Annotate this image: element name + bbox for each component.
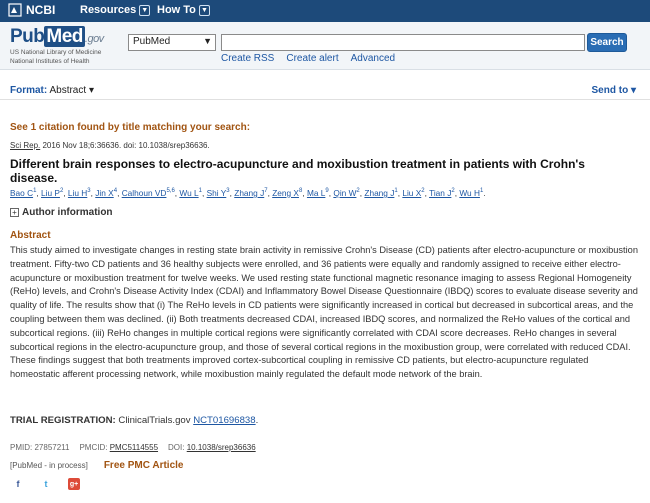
author-separator: , bbox=[174, 188, 180, 198]
author-link[interactable]: Zhang J bbox=[364, 188, 395, 198]
search-button[interactable]: Search bbox=[587, 33, 627, 52]
author-affiliation-number[interactable]: 7 bbox=[264, 188, 268, 195]
author-separator: , bbox=[424, 188, 430, 198]
author-information-toggle[interactable] bbox=[10, 207, 113, 218]
author-link[interactable]: Calhoun VD bbox=[121, 188, 167, 198]
doi-label: DOI: bbox=[168, 443, 185, 452]
doi-link[interactable]: 10.1038/srep36636 bbox=[186, 443, 256, 452]
resources-menu[interactable] bbox=[80, 4, 150, 16]
trial-registration-label: TRIAL REGISTRATION: bbox=[10, 415, 116, 426]
trial-registry: ClinicalTrials.gov bbox=[115, 415, 194, 426]
author-affiliation-number[interactable]: 3 bbox=[226, 188, 230, 195]
format-value: Abstract bbox=[49, 85, 87, 96]
author-separator: , bbox=[359, 188, 365, 198]
pubmed-status: [PubMed - in process] bbox=[10, 461, 88, 470]
author-link[interactable]: Shi Y bbox=[206, 188, 227, 198]
ncbi-logo[interactable] bbox=[8, 3, 55, 17]
ncbi-logo-icon bbox=[8, 3, 22, 17]
logo-pub: Pub bbox=[10, 26, 45, 47]
abstract-text: This study aimed to investigate changes in resting state brain activity in remissive Crohn's Disease (CD) patients after electro-acupuncture or moxibustion treatment. Fifty-two CD patients and 36 healthy subjects were enrolled, and 36 patients were equally and randomly assigned to receive either electro-acupuncture or moxibustion treatment for twelve weeks. We used resting state functional magnetic resonance imaging to assess Regional Homogeneity (ReHo) levels, and Crohn's Disease Activity Index (CDAI) and Inflammatory Bowel Disease Questionnaire (IBDQ) scores to evaluate disease severity and quality of life. The results show that (i) The ReHo levels in CD patients were significantly increased in cortical but decreased in subcortical areas, and the coupling between them was declined. (ii) Both treatments decreased CDAI, increased IBDQ scores, and normalized the ReHo values of the cortical and subcortical regions. (iii) ReHo changes in multiple cortical regions were significantly correlated with CDAI score decreases. ReHo changes in several subcortical regions in the electro-acupuncture group, and those of several cortical regions in the moxibustion group, were correlated with reduced CDAI. These findings suggest that both treatments improved cortex-subcortical coupling in remissive CD patients, but electro-acupuncture regulated homeostatic afferent processing network, while moxibustion mainly regulated the default mode network of the brain. bbox=[10, 245, 638, 380]
author-affiliation-number[interactable]: 9 bbox=[325, 188, 329, 195]
pmid bbox=[10, 443, 69, 452]
author-affiliation-number[interactable]: 1 bbox=[394, 188, 398, 195]
author-separator: , bbox=[328, 188, 334, 198]
author-affiliation-number[interactable]: 3 bbox=[87, 188, 91, 195]
free-pmc-article-link[interactable]: Free PMC Article bbox=[103, 460, 184, 471]
author-link[interactable]: Wu L bbox=[179, 188, 199, 198]
author-separator: . bbox=[483, 188, 486, 198]
format-label: Format: bbox=[10, 85, 48, 96]
chevron-down-icon: ▼ bbox=[203, 36, 212, 46]
author-separator: , bbox=[454, 188, 460, 198]
author-separator: , bbox=[397, 188, 403, 198]
status-row bbox=[10, 460, 183, 471]
author-affiliation-number[interactable]: 1 bbox=[33, 188, 37, 195]
author-link[interactable]: Wu H bbox=[459, 188, 480, 198]
author-affiliation-number[interactable]: 5,6 bbox=[166, 188, 175, 195]
logo-subtitle-2: National Institutes of Health bbox=[10, 58, 90, 65]
pmcid-label: PMCID: bbox=[79, 443, 108, 452]
author-affiliation-number[interactable]: 2 bbox=[356, 188, 360, 195]
author-separator: , bbox=[36, 188, 42, 198]
author-affiliation-number[interactable]: 4 bbox=[113, 188, 118, 195]
send-to-label: Send to bbox=[591, 85, 629, 96]
pubmed-header bbox=[0, 22, 650, 70]
format-dropdown[interactable] bbox=[10, 85, 94, 96]
google-plus-icon[interactable]: g+ bbox=[68, 478, 80, 490]
create-rss-link[interactable]: Create RSS bbox=[221, 53, 275, 64]
author-separator: , bbox=[117, 188, 122, 198]
author-link[interactable]: Liu H bbox=[67, 188, 88, 198]
advanced-link[interactable]: Advanced bbox=[350, 53, 396, 64]
author-separator: , bbox=[229, 188, 235, 198]
author-link[interactable]: Ma L bbox=[306, 188, 326, 198]
author-affiliation-number[interactable]: 2 bbox=[451, 188, 455, 195]
ncbi-top-bar bbox=[0, 0, 650, 22]
search-input[interactable] bbox=[221, 34, 585, 51]
how-to-label: How To bbox=[157, 4, 196, 16]
article-identifiers bbox=[10, 443, 256, 452]
trial-end: . bbox=[255, 415, 259, 426]
twitter-icon[interactable]: t bbox=[44, 479, 48, 489]
journal-link[interactable]: Sci Rep. bbox=[10, 141, 41, 150]
citation-details: 2016 Nov 18;6:36636. doi: 10.1038/srep36636. bbox=[40, 141, 210, 150]
author-link[interactable]: Tian J bbox=[429, 188, 452, 198]
pmid-label: PMID: bbox=[10, 443, 33, 452]
author-information-label: Author information bbox=[22, 207, 113, 218]
author-link[interactable]: Qin W bbox=[333, 188, 357, 198]
chevron-down-icon: ▼ bbox=[199, 5, 210, 16]
doi bbox=[168, 443, 256, 452]
ncbi-logo-text: NCBI bbox=[26, 3, 56, 17]
trial-registration bbox=[10, 415, 258, 426]
how-to-menu[interactable] bbox=[157, 4, 210, 16]
format-bar bbox=[0, 80, 650, 100]
author-separator: , bbox=[201, 188, 207, 198]
logo-med: Med bbox=[46, 26, 83, 47]
author-separator: , bbox=[267, 188, 273, 198]
search-links bbox=[221, 53, 395, 64]
database-select-value: PubMed bbox=[133, 36, 171, 47]
author-link[interactable]: Bao C bbox=[10, 188, 34, 198]
abstract-heading: Abstract bbox=[10, 230, 51, 241]
author-list bbox=[10, 188, 640, 198]
pmcid-link[interactable]: PMC5114555 bbox=[109, 443, 159, 452]
database-select[interactable] bbox=[128, 34, 216, 51]
social-share bbox=[12, 478, 80, 490]
citation-line bbox=[10, 141, 210, 150]
author-separator: , bbox=[302, 188, 307, 198]
facebook-icon[interactable]: f bbox=[16, 479, 20, 489]
trial-id-link[interactable]: NCT01696838 bbox=[193, 415, 256, 426]
author-affiliation-number[interactable]: 1 bbox=[198, 188, 202, 195]
author-separator: , bbox=[90, 188, 96, 198]
author-affiliation-number[interactable]: 2 bbox=[59, 188, 64, 195]
author-link[interactable]: Liu P bbox=[41, 188, 60, 198]
citation-match-message: See 1 citation found by title matching your search: bbox=[10, 122, 251, 133]
article-title: Different brain responses to electro-acupuncture and moxibustion treatment in patients with Crohn's disease. bbox=[10, 157, 585, 185]
author-link[interactable]: Zeng X bbox=[272, 188, 299, 198]
author-affiliation-number[interactable]: 8 bbox=[298, 188, 303, 195]
caret-down-icon: ▾ bbox=[630, 85, 636, 96]
chevron-down-icon: ▼ bbox=[139, 5, 150, 16]
author-affiliation-number[interactable]: 2 bbox=[421, 188, 425, 195]
pubmed-logo[interactable] bbox=[10, 26, 104, 66]
pmcid bbox=[79, 443, 158, 452]
author-affiliation-number[interactable]: 1 bbox=[479, 188, 484, 195]
pmid-value: 27857211 bbox=[34, 443, 70, 452]
author-link[interactable]: Liu X bbox=[402, 188, 422, 198]
logo-subtitle-1: US National Library of Medicine bbox=[10, 49, 102, 56]
expand-plus-icon: + bbox=[10, 208, 19, 217]
send-to-dropdown[interactable] bbox=[592, 85, 636, 96]
create-alert-link[interactable]: Create alert bbox=[286, 53, 339, 64]
author-separator: , bbox=[63, 188, 68, 198]
resources-label: Resources bbox=[80, 4, 137, 16]
logo-gov: .gov bbox=[84, 33, 104, 45]
caret-down-icon: ▾ bbox=[88, 85, 94, 96]
author-link[interactable]: Jin X bbox=[95, 188, 114, 198]
author-link[interactable]: Zhang J bbox=[234, 188, 265, 198]
